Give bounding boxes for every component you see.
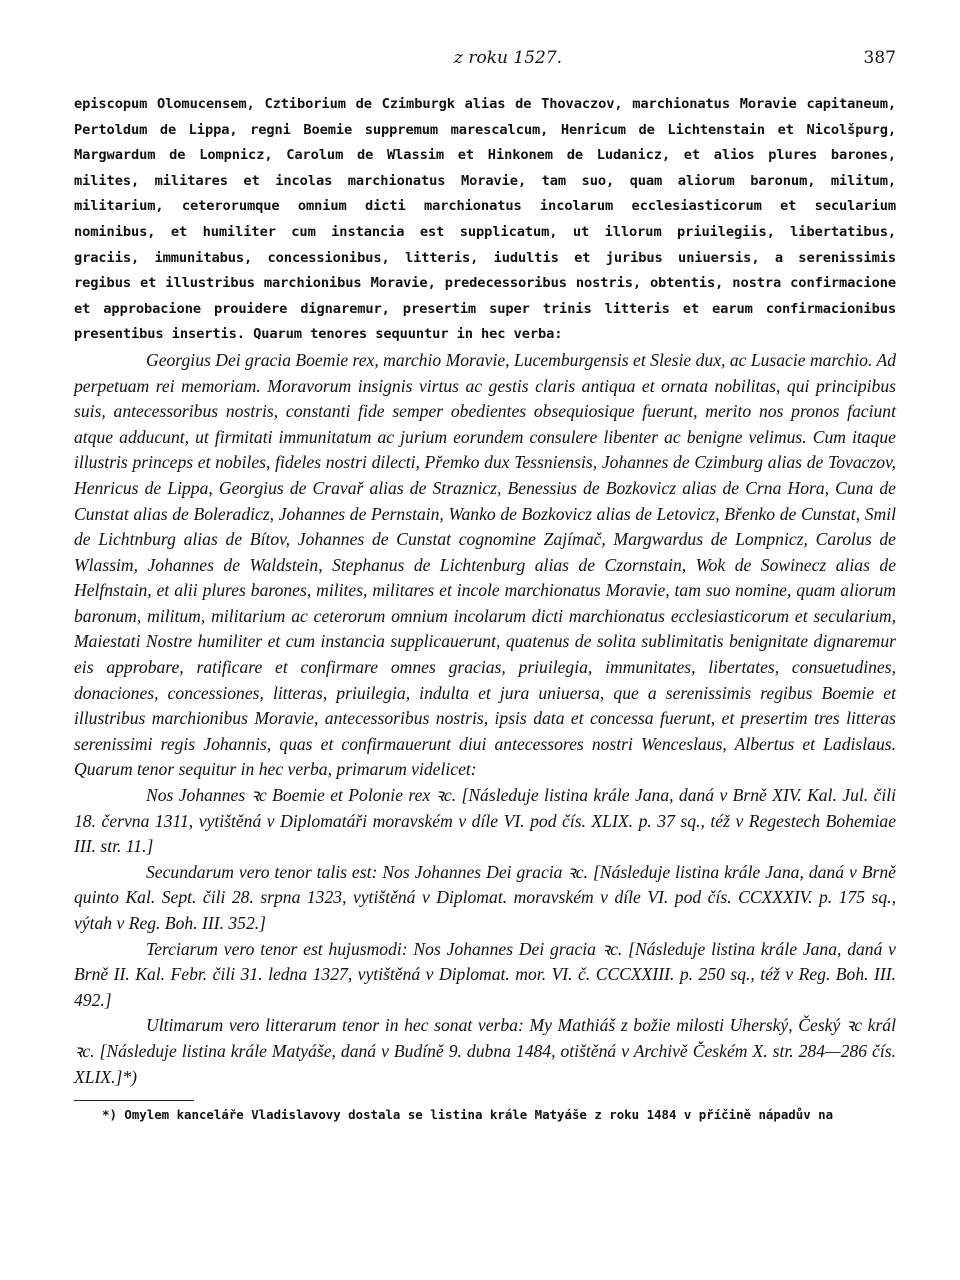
charter-paragraph: Ultimarum vero litterarum tenor in hec sonat verba: My Mathiáš z božie milosti Uherský, Český ꝛc král ꝛc. [Následuje listina krále Matyáše, daná v Budíně 9. dubna 1484, otištěná v Archivě Českém X. str. 284—286 čís. XLIX.]*) — [74, 1015, 896, 1087]
italic-text-block — [74, 348, 896, 1090]
charter-paragraph: Nos Johannes ꝛc Boemie et Polonie rex ꝛc. [Následuje listina krále Jana, daná v Brně XIV. Kal. Jul. čili 18. června 1311, vytištěná v Diplomatáři moravském v díle VI. pod čís. XLIX. p. 37 sq., též v Regestech Bohemiae III. str. 11.] — [74, 785, 896, 857]
roman-paragraph: episcopum Olomucensem, Cztiborium de Czimburgk alias de Thovaczov, marchionatus Moravie capitaneum, Pertoldum de Lippa, regni Boemie suppremum marescalcum, Henricum de Lichtenstain et Nicolšpurg, Margwardum de Lompnicz, Carolum de Wlassim et Hinkonem de Ludanicz, et alios plures barones, milites, militares et incolas marchionatus Moravie, tam suo, quam aliorum baronum, militum, militarium, ceterorumque omnium dicti marchionatus incolarum ecclesiasticorum et secularium nominibus, et humiliter cum instancia est supplicatum, ut illorum priuilegiis, libertatibus, graciis, immunitabus, concessionibus, litteris, iudultis et juribus uniuersis, a serenissimis regibus et illustribus marchionibus Moravie, predecessoribus nostris, obtentis, nostra confirmacione et approbacione prouidere dignaremur, presertim super trinis litteris et earum confirmacionibus presentibus insertis. Quarum tenores sequuntur in hec verba: — [74, 96, 896, 343]
running-title: z roku 1527. — [454, 48, 563, 68]
roman-text-block — [74, 92, 896, 348]
page-header — [74, 48, 896, 78]
footnote-divider — [74, 1100, 194, 1101]
page-number: 387 — [863, 48, 896, 68]
charter-paragraph: Secundarum vero tenor talis est: Nos Johannes Dei gracia ꝛc. [Následuje listina krále Jana, daná v Brně quinto Kal. Sept. čili 28. srpna 1323, vytištěná v Diplomat. moravském v díle VI. pod čís. CCXXXIV. p. 175 sq., výtah v Reg. Boh. III. 352.] — [74, 861, 896, 933]
charter-paragraph: Georgius Dei gracia Boemie rex, marchio Moravie, Lucemburgensis et Slesie dux, ac Lusacie marchio. Ad perpetuam rei memoriam. Moravorum insignis virtus ac gestis claris antiqua et ornata nobilitas, qui principibus suis, antecessoribus nostris, constanti fide semper obedientes obsequiosique fuerunt, merito nos pronos faciunt atque adducunt, ut firmitati immunitatum ac jurium eorundem consulere libenter ac benigne velimus. Cum itaque illustris princeps et nobiles, fideles nostri dilecti, Přemko dux Tessniensis, Johannes de Czimburg alias de Tovaczov, Henricus de Lippa, Georgius de Cravař alias de Straznicz, Benessius de Bozkovicz alias de Crna Hora, Cuna de Cunstat alias de Boleradicz, Johannes de Pernstain, Wanko de Bozkovicz alias de Letovicz, Břenko de Cunstat, Smil de Lichtnburg alias de Bítov, Johannes de Cunstat cognomine Zajímač, Margwardus de Lompnicz, Carolus de Wlassim, Johannes de Waldstein, Stephanus de Lichtenburg alias de Czornstain, Wok de Sowinecz alias de Helfnstain, et alii plures barones, milites, militares et incole marchionatus Moravie, tam suo nomine, quam aliorum baronum, militum, militarium ac ceterorum omnium incolarum dicti marchionatus ecclesiasticorum et secularium, Maiestati Nostre humiliter et cum instancia supplicauerunt, quatenus de solita sublimitatis benignitate dignaremur eis approbare, ratificare et confirmare omnes gracias, priuilegia, immunitates, libertates, consuetudines, donaciones, concessiones, litteras, priuilegia, indulta et jura uniuersa, que a serenissimis regibus Boemie et illustribus marchionibus Moravie, antecessoribus nostris, ipsis data et concessa fuerunt, et presertim tres litteras serenissimi regis Johannis, quas et confirmauerunt diui antecessores nostri Wenceslaus, Albertus et Ladislaus. Quarum tenor sequitur in hec verba, primarum videlicet: — [74, 349, 896, 780]
charter-paragraph: Terciarum vero tenor est hujusmodi: Nos Johannes Dei gracia ꝛc. [Následuje listina krále Jana, daná v Brně II. Kal. Febr. čili 31. ledna 1327, vytištěná v Diplomat. mor. VI. č. CCCXXIII. p. 250 sq., též v Reg. Boh. III. 492.] — [74, 938, 896, 1010]
footnote: *) Omylem kanceláře Vladislavovy dostala se listina krále Matyáše z roku 1484 v příčině nápadův na — [102, 1107, 834, 1123]
document-page — [74, 48, 896, 1125]
